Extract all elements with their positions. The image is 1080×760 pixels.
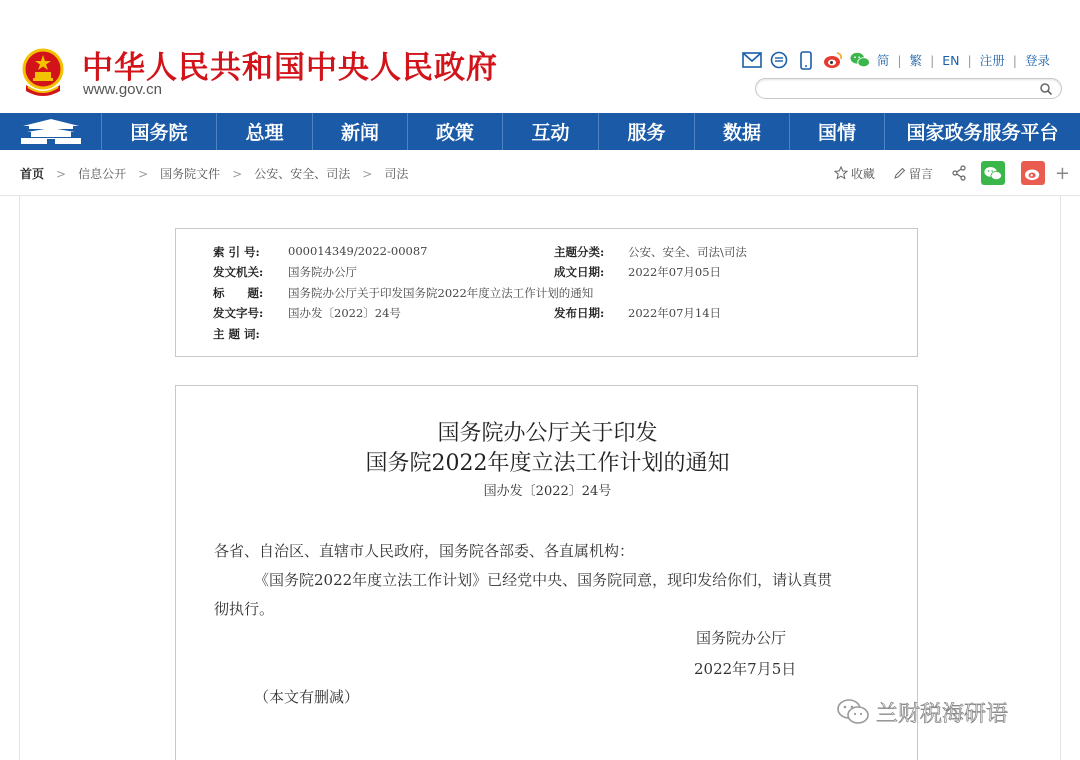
- document-note: （本文有删减）: [254, 688, 360, 706]
- nav-item-state-council[interactable]: 国务院: [102, 113, 217, 150]
- nav-home[interactable]: [0, 113, 102, 150]
- breadcrumb-home[interactable]: 首页: [20, 167, 45, 181]
- site-header: [0, 0, 1080, 113]
- site-title[interactable]: 中华人民共和国中央人民政府: [82, 50, 498, 86]
- favorite-button[interactable]: [834, 165, 875, 182]
- nav-item-data[interactable]: 数据: [695, 113, 790, 150]
- nav-item-service-platform[interactable]: 国家政务服务平台: [906, 122, 1059, 144]
- national-emblem-icon[interactable]: [20, 47, 66, 97]
- share-weibo-button[interactable]: [1021, 161, 1045, 185]
- title-label: 标 题:: [213, 286, 264, 300]
- share-button[interactable]: [951, 165, 967, 181]
- wechat-watermark-icon: [836, 698, 870, 726]
- document-title-line1: 国务院办公厅关于印发: [437, 421, 658, 446]
- breadcrumb-public-security[interactable]: 公安、安全、司法: [254, 167, 351, 181]
- breadcrumb: [20, 165, 408, 182]
- info-docno-label-cell: [213, 305, 263, 321]
- info-published-cell: [628, 305, 721, 321]
- info-title-label-cell: [213, 285, 263, 301]
- document-number: 国办发〔2022〕24号: [483, 484, 612, 499]
- nav-item-news[interactable]: 新闻: [313, 113, 408, 150]
- info-row-index: [213, 244, 260, 260]
- document-body-line1: 《国务院2022年度立法工作计划》已经党中央、国务院同意，现印发给你们，请认真贯: [254, 571, 833, 589]
- chevron-right-icon: >: [232, 166, 243, 181]
- more-share-icon[interactable]: +: [1054, 162, 1070, 184]
- document-info-table: [175, 228, 918, 357]
- info-issuer-cell: [288, 264, 357, 280]
- info-published-label-cell: [554, 305, 604, 321]
- share-icon: [951, 165, 967, 181]
- chevron-right-icon: >: [138, 166, 149, 181]
- pencil-icon: [893, 167, 906, 180]
- lang-simplified-link[interactable]: 简: [876, 53, 890, 68]
- wechat-icon: [984, 166, 1002, 181]
- search-box: [755, 78, 1062, 99]
- breadcrumb-judiciary[interactable]: 司法: [384, 167, 409, 181]
- watermark-text: 兰财税海研语: [876, 701, 1009, 727]
- docno-value: 国办发〔2022〕24号: [288, 306, 401, 320]
- info-title-cell: [288, 285, 593, 301]
- lang-english-link[interactable]: EN: [942, 52, 960, 68]
- created-label: 成文日期:: [554, 265, 605, 279]
- published-label: 发布日期:: [554, 306, 605, 320]
- topic-label: 主题分类:: [554, 245, 605, 259]
- info-created-cell: [628, 264, 721, 280]
- info-keywords-label-cell: [213, 326, 260, 342]
- nav-item-premier[interactable]: 总理: [217, 113, 313, 150]
- document-title-line2: 国务院2022年度立法工作计划的通知: [365, 451, 730, 476]
- document-signatory: 国务院办公厅: [696, 629, 787, 647]
- keywords-label: 主 题 词:: [213, 327, 260, 341]
- breadcrumb-bar: [0, 150, 1080, 196]
- info-index-cell: [288, 244, 427, 258]
- issuer-value: 国务院办公厅: [288, 265, 357, 279]
- weibo-icon: [1024, 165, 1042, 181]
- page-tools: [834, 161, 1070, 185]
- nav-item-national-info[interactable]: 国情: [790, 113, 885, 150]
- separator: |: [967, 52, 972, 68]
- document-recipients: 各省、自治区、直辖市人民政府，国务院各部委、各直属机构：: [214, 542, 635, 560]
- document-date: 2022年7月5日: [694, 660, 797, 678]
- top-links: [742, 49, 1050, 71]
- nav-item-services[interactable]: 服务: [599, 113, 695, 150]
- title-value: 国务院办公厅关于印发国务院2022年度立法工作计划的通知: [288, 286, 594, 300]
- comment-button[interactable]: [893, 165, 933, 182]
- lang-traditional-link[interactable]: 繁: [909, 53, 923, 68]
- separator: |: [1012, 52, 1017, 68]
- share-wechat-button[interactable]: [981, 161, 1005, 185]
- chevron-right-icon: >: [362, 166, 373, 181]
- nav-item-policy[interactable]: 政策: [408, 113, 503, 150]
- docno-label: 发文字号:: [213, 306, 264, 320]
- breadcrumb-state-council-docs[interactable]: 国务院文件: [160, 167, 221, 181]
- separator: |: [897, 52, 902, 68]
- register-link[interactable]: 注册: [979, 53, 1005, 68]
- issuer-label: 发文机关:: [213, 265, 264, 279]
- document-body-line2: 彻执行。: [214, 600, 275, 618]
- info-created-label-cell: [554, 264, 604, 280]
- index-value: 000014349/2022-00087: [288, 244, 428, 258]
- message-icon[interactable]: [769, 50, 789, 70]
- search-input[interactable]: [768, 81, 1038, 96]
- wechat-icon[interactable]: [850, 50, 870, 70]
- document-body: [175, 385, 918, 760]
- nav-item-interaction[interactable]: 互动: [503, 113, 599, 150]
- separator: |: [930, 52, 935, 68]
- comment-label: 留言: [908, 166, 933, 181]
- breadcrumb-info-disclosure[interactable]: 信息公开: [78, 167, 127, 181]
- star-icon: [834, 166, 848, 180]
- mail-icon[interactable]: [742, 50, 762, 70]
- weibo-icon[interactable]: [823, 50, 843, 70]
- published-value: 2022年07月14日: [628, 306, 722, 320]
- tiananmen-icon: [19, 117, 83, 147]
- mobile-icon[interactable]: [796, 50, 816, 70]
- created-value: 2022年07月05日: [628, 265, 722, 279]
- favorite-label: 收藏: [850, 166, 875, 181]
- info-issuer-label-cell: [213, 264, 263, 280]
- info-docno-cell: [288, 305, 401, 321]
- watermark: [836, 695, 1008, 729]
- site-domain: www.gov.cn: [83, 81, 162, 98]
- main-nav: [0, 113, 1080, 150]
- info-topic-cell: [628, 244, 747, 260]
- search-icon[interactable]: [1039, 82, 1053, 96]
- chevron-right-icon: >: [56, 166, 67, 181]
- index-label: 索 引 号:: [213, 245, 260, 259]
- info-topic-label-cell: [554, 244, 604, 260]
- login-link[interactable]: 登录: [1024, 53, 1050, 68]
- topic-value: 公安、安全、司法\司法: [628, 245, 747, 259]
